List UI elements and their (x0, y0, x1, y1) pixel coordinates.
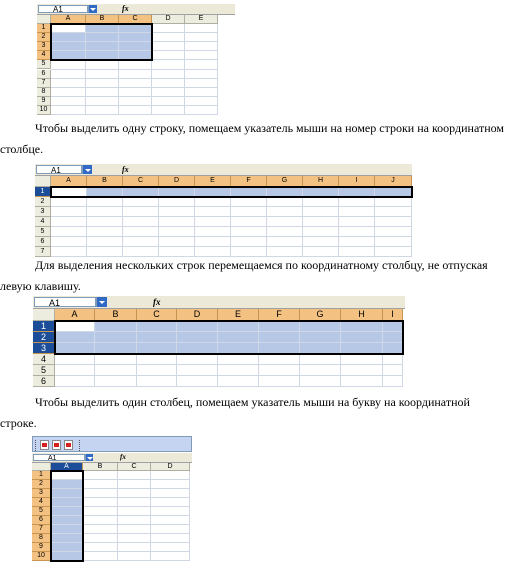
selection-border (50, 470, 84, 562)
row-header-2[interactable]: 2 (33, 332, 55, 343)
spreadsheet-multi-row-selection (33, 296, 405, 386)
row-header-3[interactable]: 3 (32, 489, 51, 498)
column-header-h[interactable]: H (341, 309, 383, 321)
column-header-d[interactable]: D (177, 309, 218, 321)
column-header-f[interactable]: F (231, 176, 267, 187)
row-header-1[interactable]: 1 (37, 24, 51, 33)
row-header-3[interactable]: 3 (35, 207, 51, 217)
column-header-a[interactable]: A (51, 463, 83, 471)
toolbar-end-grip-icon[interactable] (79, 440, 83, 451)
row-header-1[interactable]: 1 (35, 187, 51, 197)
name-box-dropdown-icon[interactable] (82, 165, 92, 174)
name-box[interactable]: A1 (38, 5, 88, 13)
selection-border (50, 23, 153, 61)
column-header-f[interactable]: F (259, 309, 300, 321)
spreadsheet-row-selection (35, 164, 412, 255)
column-header-e[interactable]: E (195, 176, 231, 187)
column-header-g[interactable]: G (300, 309, 341, 321)
fx-icon[interactable]: fx (153, 297, 161, 307)
row-header-5[interactable]: 5 (35, 227, 51, 237)
row-header-4[interactable]: 4 (32, 498, 51, 507)
row-header-1[interactable]: 1 (32, 471, 51, 480)
row-header-6[interactable]: 6 (33, 376, 55, 387)
row-header-6[interactable]: 6 (32, 516, 51, 525)
column-header-b[interactable]: B (87, 176, 123, 187)
pdf-options-icon[interactable] (64, 440, 73, 450)
select-all-corner[interactable] (35, 176, 51, 187)
row-header-5[interactable]: 5 (32, 507, 51, 516)
row-header-10[interactable]: 10 (32, 552, 51, 561)
row-header-5[interactable]: 5 (37, 60, 51, 69)
column-header-h[interactable]: H (303, 176, 339, 187)
column-header-g[interactable]: G (267, 176, 303, 187)
name-box[interactable]: A1 (36, 165, 82, 174)
row-header-1[interactable]: 1 (33, 321, 55, 332)
name-box-dropdown-icon[interactable] (96, 297, 107, 307)
select-all-corner[interactable] (33, 309, 55, 321)
column-header-i[interactable]: I (383, 309, 403, 321)
row-header-6[interactable]: 6 (35, 237, 51, 247)
row-header-4[interactable]: 4 (37, 51, 51, 60)
row-header-7[interactable]: 7 (32, 525, 51, 534)
column-header-c[interactable]: C (118, 463, 151, 471)
column-header-e[interactable]: E (185, 15, 218, 24)
column-header-a[interactable]: A (55, 309, 95, 321)
spreadsheet-range-selection (37, 4, 235, 116)
column-header-j[interactable]: J (375, 176, 412, 187)
fx-icon[interactable]: fx (122, 165, 129, 174)
name-box[interactable]: A1 (33, 454, 85, 461)
name-box[interactable]: A1 (34, 297, 96, 307)
pdf-save-icon[interactable] (52, 440, 61, 450)
column-header-i[interactable]: I (339, 176, 375, 187)
select-all-corner[interactable] (37, 15, 51, 24)
column-header-d[interactable]: D (159, 176, 195, 187)
column-header-b[interactable]: B (83, 463, 118, 471)
row-header-9[interactable]: 9 (32, 543, 51, 552)
column-header-b[interactable]: B (95, 309, 137, 321)
selection-border (54, 320, 404, 355)
select-all-corner[interactable] (32, 463, 51, 471)
toolbar-grip-icon[interactable] (35, 440, 39, 451)
row-header-4[interactable]: 4 (35, 217, 51, 227)
column-header-c[interactable]: C (119, 15, 152, 24)
row-header-7[interactable]: 7 (35, 247, 51, 257)
name-box-dropdown-icon[interactable] (88, 5, 97, 13)
fx-icon[interactable]: fx (122, 4, 129, 13)
row-header-2[interactable]: 2 (32, 480, 51, 489)
row-header-5[interactable]: 5 (33, 365, 55, 376)
selection-border (50, 186, 413, 198)
row-header-10[interactable]: 10 (37, 106, 51, 115)
row-header-7[interactable]: 7 (37, 79, 51, 88)
paragraph-3: Чтобы выделить один столбец, помещаем указатель мыши на букву на координатной строке. (0, 395, 470, 430)
formula-bar (33, 296, 405, 309)
row-header-8[interactable]: 8 (37, 88, 51, 97)
row-header-4[interactable]: 4 (33, 354, 55, 365)
column-header-c[interactable]: C (137, 309, 177, 321)
pdf-icon[interactable] (40, 440, 49, 450)
formula-bar (37, 4, 235, 15)
pdf-toolbar (32, 436, 192, 452)
paragraph-2: Для выделения нескольких строк перемещаемся по координатному столбцу, не отпуская левую клавишу. (0, 258, 488, 293)
fx-icon[interactable]: fx (120, 453, 126, 461)
column-header-e[interactable]: E (218, 309, 259, 321)
name-box-dropdown-icon[interactable] (85, 454, 93, 461)
formula-bar (32, 453, 192, 463)
row-header-2[interactable]: 2 (37, 33, 51, 42)
column-header-a[interactable]: A (51, 176, 87, 187)
row-header-8[interactable]: 8 (32, 534, 51, 543)
paragraph-1: Чтобы выделить одну строку, помещаем указатель мыши на номер строки на координатном столбце. (0, 121, 505, 156)
row-header-2[interactable]: 2 (35, 197, 51, 207)
column-header-d[interactable]: D (151, 463, 190, 471)
column-header-d[interactable]: D (152, 15, 185, 24)
row-header-9[interactable]: 9 (37, 97, 51, 106)
column-header-b[interactable]: B (86, 15, 119, 24)
row-header-3[interactable]: 3 (37, 42, 51, 51)
row-header-6[interactable]: 6 (37, 70, 51, 79)
spreadsheet-column-selection (32, 436, 192, 562)
column-header-a[interactable]: A (51, 15, 86, 24)
column-header-c[interactable]: C (123, 176, 159, 187)
formula-bar (35, 164, 412, 176)
row-header-3[interactable]: 3 (33, 343, 55, 354)
